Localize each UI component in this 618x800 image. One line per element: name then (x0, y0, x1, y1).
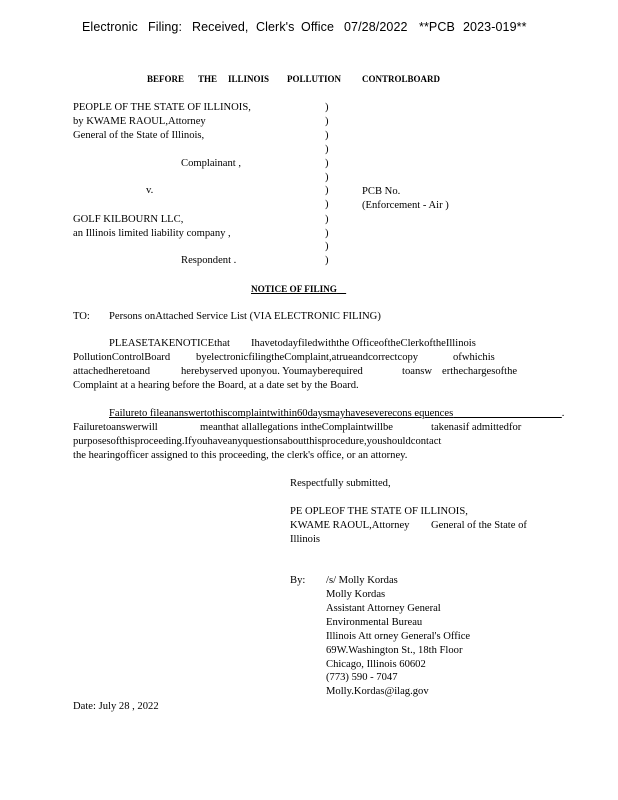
header-part-5: Office (301, 20, 335, 34)
signature-people-line-2b: General of the State of (431, 520, 527, 531)
document-date: Date: July 28 , 2022 (73, 701, 159, 712)
attorney-name: Molly Kordas (326, 589, 386, 600)
filing-stamp-header (82, 20, 527, 34)
paragraph-1-line-4: Complaint at a hearing before the Board, at a date set by the Board. (73, 380, 359, 391)
header-part-7: **PCB (419, 20, 455, 34)
board-state: ILLINOIS (228, 74, 270, 84)
address-line-2: Chicago, Illinois 60602 (326, 659, 426, 670)
caption-bracket: ) (325, 116, 329, 127)
caption-people-line-1: PEOPLE OF THE STATE OF ILLINOIS, (73, 102, 251, 113)
paragraph-2-line-1 (109, 407, 564, 420)
paragraph-1-line-2c: ofwhichis (453, 352, 495, 363)
attorney-bureau: Environmental Bureau (326, 617, 423, 628)
phone-number: (773) 590 - 7047 (326, 672, 398, 683)
caption-bracket: ) (325, 172, 329, 183)
paragraph-1-line-1b: Ihavetodayfiledwiththe OfficeoftheClerkoftheIllinois (251, 338, 476, 349)
attorney-office (326, 630, 470, 643)
attorney-office-text: Illinois Att orney General's Office (326, 631, 471, 642)
header-part-6: 07/28/2022 (344, 20, 408, 34)
paragraph-1-line-3d: erthechargesofthe (442, 366, 518, 377)
caption-respondent: Respondent . (181, 255, 237, 266)
paragraph-1-line-3c: toansw (402, 366, 433, 377)
paragraph-2-line-2c: takenasif admittedfor (431, 422, 522, 433)
paragraph-2-line-2b: meanthat allallegations intheComplaintwillbe (200, 422, 393, 433)
board-pollution: POLLUTION (287, 74, 342, 84)
caption-pcb-number: PCB No. (362, 186, 401, 197)
electronic-signature: /s/ Molly Kordas (326, 575, 398, 586)
board-before: BEFORE (147, 74, 185, 84)
caption-bracket: ) (325, 158, 329, 169)
signature-people-line-1: PE OPLEOF THE STATE OF ILLINOIS, (290, 506, 468, 517)
paragraph-1-line-3b: herebyserved uponyou. Youmayberequired (181, 366, 363, 377)
paragraph-1-line-2a: PollutionControlBoard (73, 352, 171, 363)
caption-bracket: ) (325, 199, 329, 210)
to-recipients: Persons onAttached Service List (VIA ELECTRONIC FILING) (109, 311, 381, 322)
notice-title-text: NOTICE OF FILING (251, 284, 337, 294)
paragraph-1-line-1a: PLEASETAKENOTICEthat (109, 338, 230, 349)
paragraph-2-warning-period: . (561, 408, 565, 419)
caption-people-line-3: General of the State of Illinois, (73, 130, 205, 141)
paragraph-2-warning: Failureto fileananswertothiscomplaintwithin60daysmayhaveseverecons equences (109, 408, 454, 419)
caption-bracket: ) (325, 214, 329, 225)
board-controlboard: CONTROLBOARD (362, 74, 441, 84)
header-part-4: Clerk's (256, 20, 295, 34)
caption-bracket: ) (325, 144, 329, 155)
email-address: Molly.Kordas@ilag.gov (326, 686, 429, 697)
signature-people-line-2a: KWAME RAOUL,Attorney (290, 520, 410, 531)
board-the: THE (198, 74, 218, 84)
caption-bracket: ) (325, 102, 329, 113)
by-label: By: (290, 575, 306, 586)
caption-respondent-line-1: GOLF KILBOURN LLC, (73, 214, 184, 225)
paragraph-2-warning-underline-tail (453, 408, 562, 419)
header-part-2: Filing: (148, 20, 183, 34)
signature-people-line-3: Illinois (290, 534, 321, 545)
caption-respondent-line-2: an Illinois limited liability company , (73, 228, 231, 239)
caption-bracket: ) (325, 228, 329, 239)
caption-bracket: ) (325, 255, 329, 266)
caption-bracket: ) (325, 185, 329, 196)
to-label: TO: (73, 311, 90, 322)
attorney-title: Assistant Attorney General (326, 603, 441, 614)
header-part-1: Electronic (82, 20, 138, 34)
notice-title (251, 283, 346, 296)
caption-versus: v. (146, 185, 154, 196)
address-line-1: 69W.Washington St., 18th Floor (326, 645, 463, 656)
notice-title-underline-tail (337, 284, 346, 294)
paragraph-2-line-4: the hearingofficer assigned to this proceeding, the clerk's office, or an attorney. (73, 450, 408, 461)
paragraph-2-line-2a: Failuretoanswerwill (73, 422, 158, 433)
paragraph-1-line-2b: byelectronicfilingtheComplaint,atrueandcorrectcopy (196, 352, 419, 363)
caption-people-line-2: by KWAME RAOUL,Attorney (73, 116, 206, 127)
caption-bracket: ) (325, 241, 329, 252)
header-part-3: Received, (192, 20, 249, 34)
respectfully-submitted: Respectfully submitted, (290, 478, 391, 489)
paragraph-1-line-3a: attachedheretoand (73, 366, 151, 377)
caption-bracket: ) (325, 130, 329, 141)
caption-complainant: Complainant , (181, 158, 242, 169)
header-part-8: 2023-019** (463, 20, 527, 34)
caption-enforcement: (Enforcement - Air ) (362, 200, 449, 211)
paragraph-2-line-3: purposesofthisproceeding.Ifyouhaveanyquestionsaboutthisprocedure,youshouldcontact (73, 436, 442, 447)
